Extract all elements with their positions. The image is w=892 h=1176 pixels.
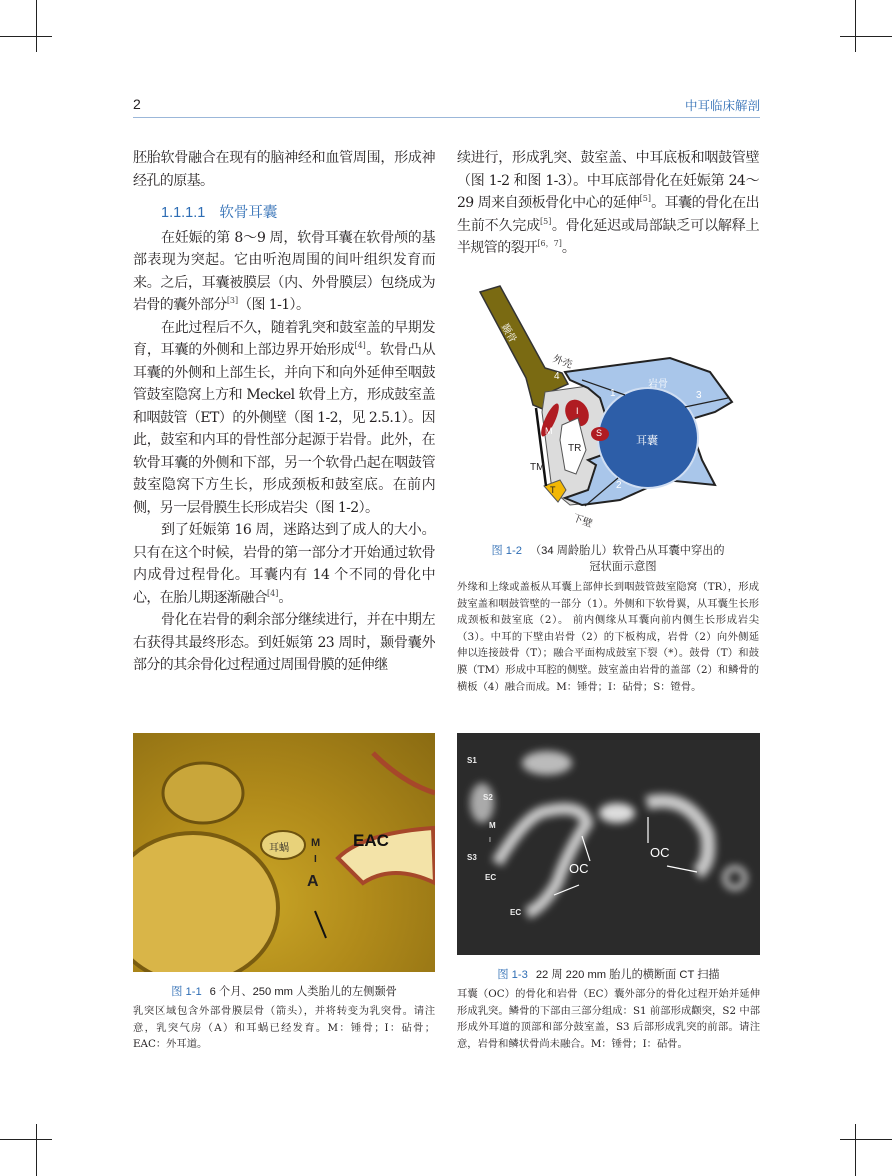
- label-ec: EC: [485, 873, 497, 882]
- figure-title-line2: 冠状面示意图: [589, 561, 657, 573]
- running-header-title: 中耳临床解剖: [684, 99, 760, 113]
- label-t: T: [550, 485, 556, 495]
- section-number: 1.1.1.1: [161, 205, 206, 221]
- tissue-edge: [373, 753, 435, 793]
- label-petrous: 岩骨: [648, 379, 668, 390]
- citation: [5]: [639, 194, 651, 203]
- citation: [5]: [540, 216, 552, 226]
- figure-caption-text: 外缘和上缘或盖板从耳囊上部伸长到咽鼓管鼓室隐窝（TR），形成鼓室盖和咽鼓管壁的一部分（1）。外侧和下软骨翼，从耳囊生长形成颈板和鼓室底（2）。 前内侧缘从耳囊向前内侧生长形成岩尖（3）。中耳的下壁由岩骨（2）的下板构成，岩骨（2）向外侧延伸以连接鼓骨（T）；融合平面构成鼓室下裂（*）。鼓骨（T）和鼓膜（TM）形成中耳腔的侧壁。鼓室盖由岩骨的盖部（2）和鳞骨的横板（4）融合而成。M：锤骨；I：砧骨；S：镫骨。: [457, 581, 759, 693]
- citation: [4]: [354, 341, 366, 350]
- figure-label: 图 1-2: [491, 545, 522, 557]
- paragraph: [133, 227, 435, 317]
- ct-arrows: [554, 817, 697, 895]
- header-rule: [133, 117, 760, 118]
- label-s2: S2: [483, 793, 493, 802]
- label-lower-wall: 下壁: [571, 512, 594, 530]
- figure-title: 22 周 220 mm 胎儿的横断面 CT 扫描: [535, 969, 720, 981]
- label-4: 4: [554, 371, 560, 382]
- label-s1: S1: [467, 756, 477, 765]
- label-2: 2: [616, 480, 622, 491]
- left-column: [133, 147, 435, 677]
- paragraph: 胚胎软骨融合在现有的脑神经和血管周围，形成神经孔的原基。: [133, 150, 435, 189]
- figure-1-1-histology-image: [133, 733, 435, 972]
- figure-1-1-caption: [133, 984, 435, 1053]
- label-malleus: M: [545, 426, 553, 436]
- tissue-shape: [133, 833, 278, 972]
- label-cochlea: 耳蜗: [269, 843, 289, 854]
- label-malleus: M: [489, 821, 496, 830]
- text-run: 在妊娠的第 8～9 周，软骨耳囊在软骨颅的基部表现为突起。它由听泡周围的间叶组织发育而来。之后，耳囊被膜层（内、外骨膜层）包绕成为岩骨的囊外部分: [133, 229, 435, 313]
- label-tm: TM: [530, 462, 545, 473]
- text-run: 。耳囊的骨化在出生前不久完成: [457, 195, 760, 234]
- citation: [3]: [226, 296, 239, 305]
- label-oc: OC: [650, 845, 670, 860]
- text-run: 到了妊娠第 16 周，迷路达到了成人的大小。只有在这个时候，岩骨的第一部分才开始通过软骨内成骨过程骨化。耳囊内有 14 个不同的骨化中心，在胎儿期逐渐融合: [133, 522, 435, 606]
- figure-caption-text: 耳囊（OC）的骨化和岩骨（EC）囊外部分的骨化过程开始并延伸形成乳突。鳞骨的下部由三部分组成：S1 前部形成颧突，S2 中部形成外耳道的顶部和部分鼓室盖，S3 后部形成乳突的前部。请注意，岩骨和鳞状骨尚未融合。M：锤骨；I：砧骨。: [457, 988, 760, 1050]
- label-outer-shell: 外壳: [551, 353, 574, 371]
- label-3: 3: [696, 390, 702, 401]
- label-malleus: M: [311, 837, 321, 849]
- text-run: 骨化在岩骨的剩余部分继续进行，并在中期左右获得其最终形态。到妊娠第 23 周时，颞骨囊外部分的其余骨化过程通过周围骨膜的延伸继: [133, 612, 435, 673]
- text-run: 。软骨凸从耳囊的外侧和上部生长，并向下和向外延伸至咽鼓管鼓室隐窝上方和 Meckel 软骨上方，形成鼓室盖和咽鼓管（ET）的外侧壁（图 1-2，见 2.5.1）。因此，鼓室和内耳的骨性部分起源于岩骨。此外，在软骨耳囊的外侧和下部，另一个软骨凸起在咽鼓管鼓室隐窝下方生长，形成颈板和鼓室底。在前内侧，另一层骨膜生长形成岩尖（图 1-2）。: [133, 342, 435, 516]
- text-run: 。: [278, 589, 292, 606]
- label-1: 1: [610, 388, 616, 399]
- figure-1-2-caption: [457, 543, 759, 695]
- label-eac: EAC: [353, 831, 389, 850]
- right-column: [457, 147, 759, 260]
- section-title: 软骨耳囊: [219, 205, 278, 221]
- label-mastoid-air-cells: A: [307, 873, 319, 890]
- label-otic-capsule: 耳囊: [636, 435, 658, 447]
- paragraph: [457, 147, 759, 260]
- citation: [6，7]: [537, 239, 562, 248]
- figure-caption-text: 乳突区域包含外部骨膜层骨（箭头），并将转变为乳突骨。请注意，乳突气房（A）和耳蜗已经发育。M：锤骨；I：砧骨；EAC：外耳道。: [133, 1005, 435, 1051]
- figure-label: 图 1-3: [497, 969, 528, 981]
- ct-structures: [470, 751, 745, 913]
- text-run: （图 1-1）。: [238, 297, 310, 313]
- text-run: 。骨化延迟或局部缺乏可以解释上半规管的裂开: [457, 217, 759, 256]
- figure-title: （34 周龄胎儿）软骨凸从耳囊中穿出的: [529, 545, 725, 557]
- label-stapes: S: [596, 428, 603, 438]
- paragraph: [133, 609, 435, 677]
- figure-label: 图 1-1: [171, 986, 202, 998]
- figure-1-3-caption: [457, 967, 760, 1052]
- label-incus: I: [314, 854, 317, 865]
- text-run: 。: [561, 240, 576, 256]
- label-temporal-bone: 颞骨: [498, 322, 519, 345]
- figure-1-3-ct-image: [457, 733, 760, 955]
- label-incus: I: [576, 406, 579, 416]
- label-ec: EC: [510, 908, 522, 917]
- label-oc: OC: [569, 861, 589, 876]
- section-heading: [161, 202, 435, 225]
- paragraph: [133, 317, 435, 520]
- label-tr: TR: [568, 443, 582, 454]
- figure-title: 6 个月、250 mm 人类胎儿的左侧颞骨: [209, 986, 397, 998]
- text-run: 续进行，形成乳突、鼓室盖、中耳底板和咽鼓管壁（图 1-2 和图 1-3）。中耳底部骨化在妊娠第 24～29 周来自颈板骨化中心的延伸: [457, 150, 759, 211]
- label-incus: I: [489, 837, 491, 844]
- arrow: [315, 911, 326, 938]
- text-run: 在此过程后不久，随着乳突和鼓室盖的早期发育，耳囊的外侧和上部边界开始形成: [133, 319, 435, 358]
- citation: [4]: [267, 588, 279, 598]
- page-number: 2: [133, 96, 141, 112]
- paragraph: [133, 519, 435, 609]
- label-s3: S3: [467, 853, 477, 862]
- figure-1-2-diagram: [470, 280, 750, 535]
- tissue-shape: [163, 763, 243, 823]
